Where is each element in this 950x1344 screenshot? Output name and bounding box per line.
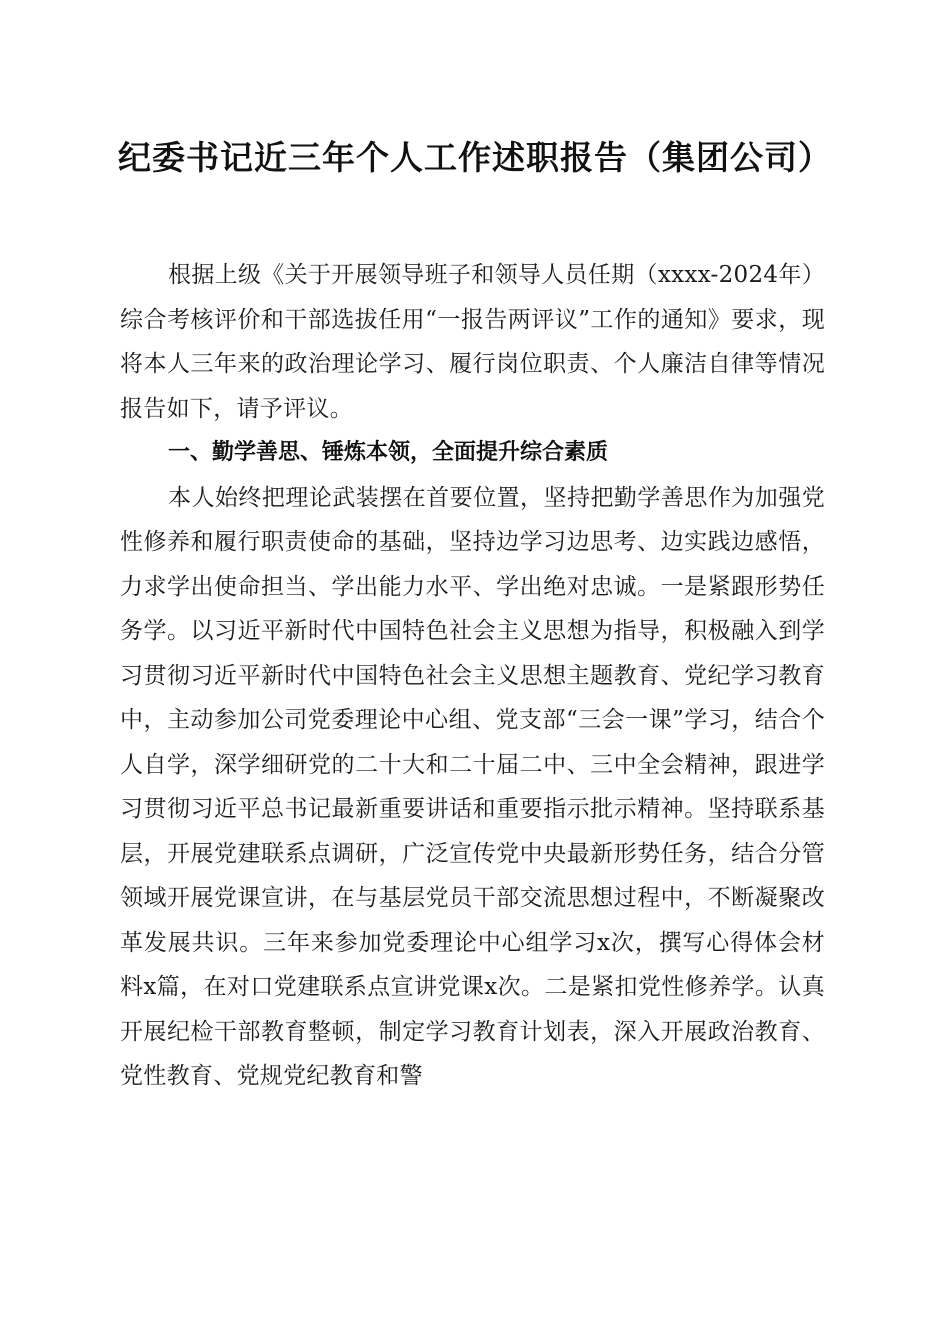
section-1-heading: 一、勤学善思、锤炼本领，全面提升综合素质 (168, 440, 609, 465)
section-1-paragraph: 本人始终把理论武装摆在首要位置，坚持把勤学善思作为加强党性修养和履行职责使命的基础，坚持边学习边思考、边实践边感悟，力求学出使命担当、学出能力水平、学出绝对忠诚。一是紧跟形势任务学。以习近平新时代中国特色社会主义思想为指导，积极融入到学习贯彻习近平新时代中国特色社会主义思想主题教育、党纪学习教育中，主动参加公司党委理论中心组、党支部“三会一课”学习，结合个人自学，深学细研党的二十大和二十届二中、三中全会精神，跟进学习贯彻习近平总书记最新重要讲话和重要指示批示精神。坚持联系基层，开展党建联系点调研，广泛宣传党中央最新形势任务，结合分管领域开展党课宣讲，在与基层党员干部交流思想过程中，不断凝聚改革发展共识。三年来参加党委理论中心组学习x次，撰写心得体会材料x篇，在对口党建联系点宣讲党课x次。二是紧扣党性修养学。认真开展纪检干部教育整顿，制定学习教育计划表，深入开展政治教育、党性教育、党规党纪教育和警 (120, 484, 825, 1089)
document-body (120, 253, 825, 1099)
intro-paragraph: 根据上级《关于开展领导班子和领导人员任期（xxxx-2024年）综合考核评价和干部选拔任用“一报告两评议”工作的通知》要求，现将本人三年来的政治理论学习、履行岗位职责、个人廉洁自律等情况报告如下，请予评议。 (120, 262, 825, 422)
document-title: 纪委书记近三年个人工作述职报告（集团公司） (118, 138, 832, 177)
